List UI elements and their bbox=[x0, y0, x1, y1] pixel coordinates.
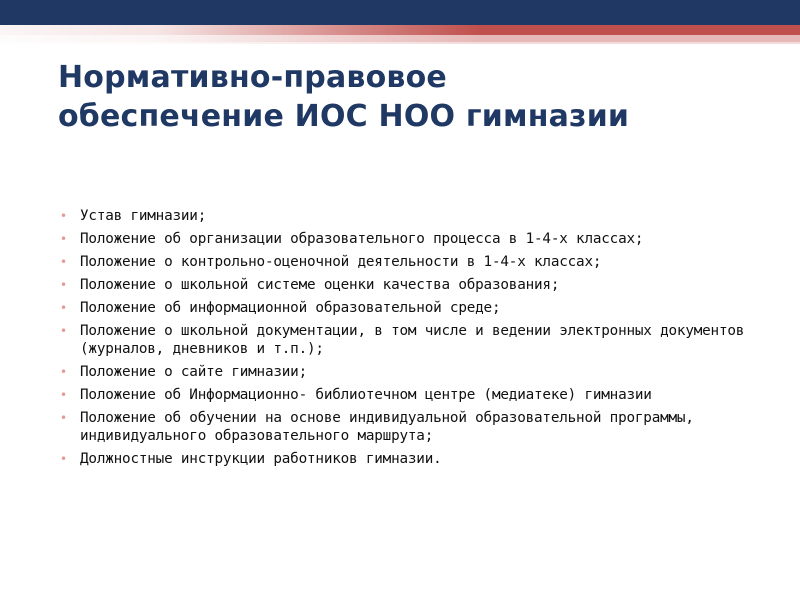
list-item-text: Положение об обучении на основе индивидуальной образовательной программы, индивидуального образовательного маршрута; bbox=[80, 410, 694, 444]
list-item bbox=[60, 253, 760, 271]
bullet-icon: • bbox=[60, 209, 67, 223]
bullet-icon: • bbox=[60, 452, 67, 466]
header-band-navy bbox=[0, 0, 800, 25]
header-band-fade bbox=[0, 25, 800, 44]
slide-title-line-2: обеспечение ИОС НОО гимназии bbox=[58, 99, 630, 134]
list-item bbox=[60, 409, 760, 445]
list-item bbox=[60, 386, 760, 404]
bullet-icon: • bbox=[60, 278, 67, 292]
list-item-text: Положение об Информационно- библиотечном центре (медиатеке) гимназии bbox=[80, 387, 652, 403]
list-item bbox=[60, 207, 760, 225]
list-item bbox=[60, 276, 760, 294]
list-item-text: Положение о школьной системе оценки качества образования; bbox=[80, 277, 560, 293]
bullet-icon: • bbox=[60, 324, 67, 338]
bullet-icon: • bbox=[60, 255, 67, 269]
list-item bbox=[60, 322, 760, 358]
list-item-text: Положение о сайте гимназии; bbox=[80, 364, 308, 380]
slide-title-line-1: Нормативно-правовое bbox=[58, 60, 447, 95]
slide-title bbox=[58, 58, 778, 136]
list-item-text: Должностные инструкции работников гимназии. bbox=[80, 451, 442, 467]
bullet-icon: • bbox=[60, 365, 67, 379]
bullet-icon: • bbox=[60, 301, 67, 315]
list-item bbox=[60, 230, 760, 248]
list-item bbox=[60, 363, 760, 381]
bullet-icon: • bbox=[60, 388, 67, 402]
bullet-icon: • bbox=[60, 411, 67, 425]
list-item bbox=[60, 299, 760, 317]
list-item-text: Положение об информационной образовательной среде; bbox=[80, 300, 501, 316]
list-item-text: Положение об организации образовательного процесса в 1-4-х классах; bbox=[80, 231, 644, 247]
list-item-text: Устав гимназии; bbox=[80, 208, 207, 224]
bullet-icon: • bbox=[60, 232, 67, 246]
list-item-text: Положение о школьной документации, в том числе и ведении электронных документов (журналов, дневников и т.п.); bbox=[80, 323, 745, 357]
list-item bbox=[60, 450, 760, 468]
bullet-list bbox=[60, 207, 760, 473]
list-item-text: Положение о контрольно-оценочной деятельности в 1-4-х классах; bbox=[80, 254, 602, 270]
